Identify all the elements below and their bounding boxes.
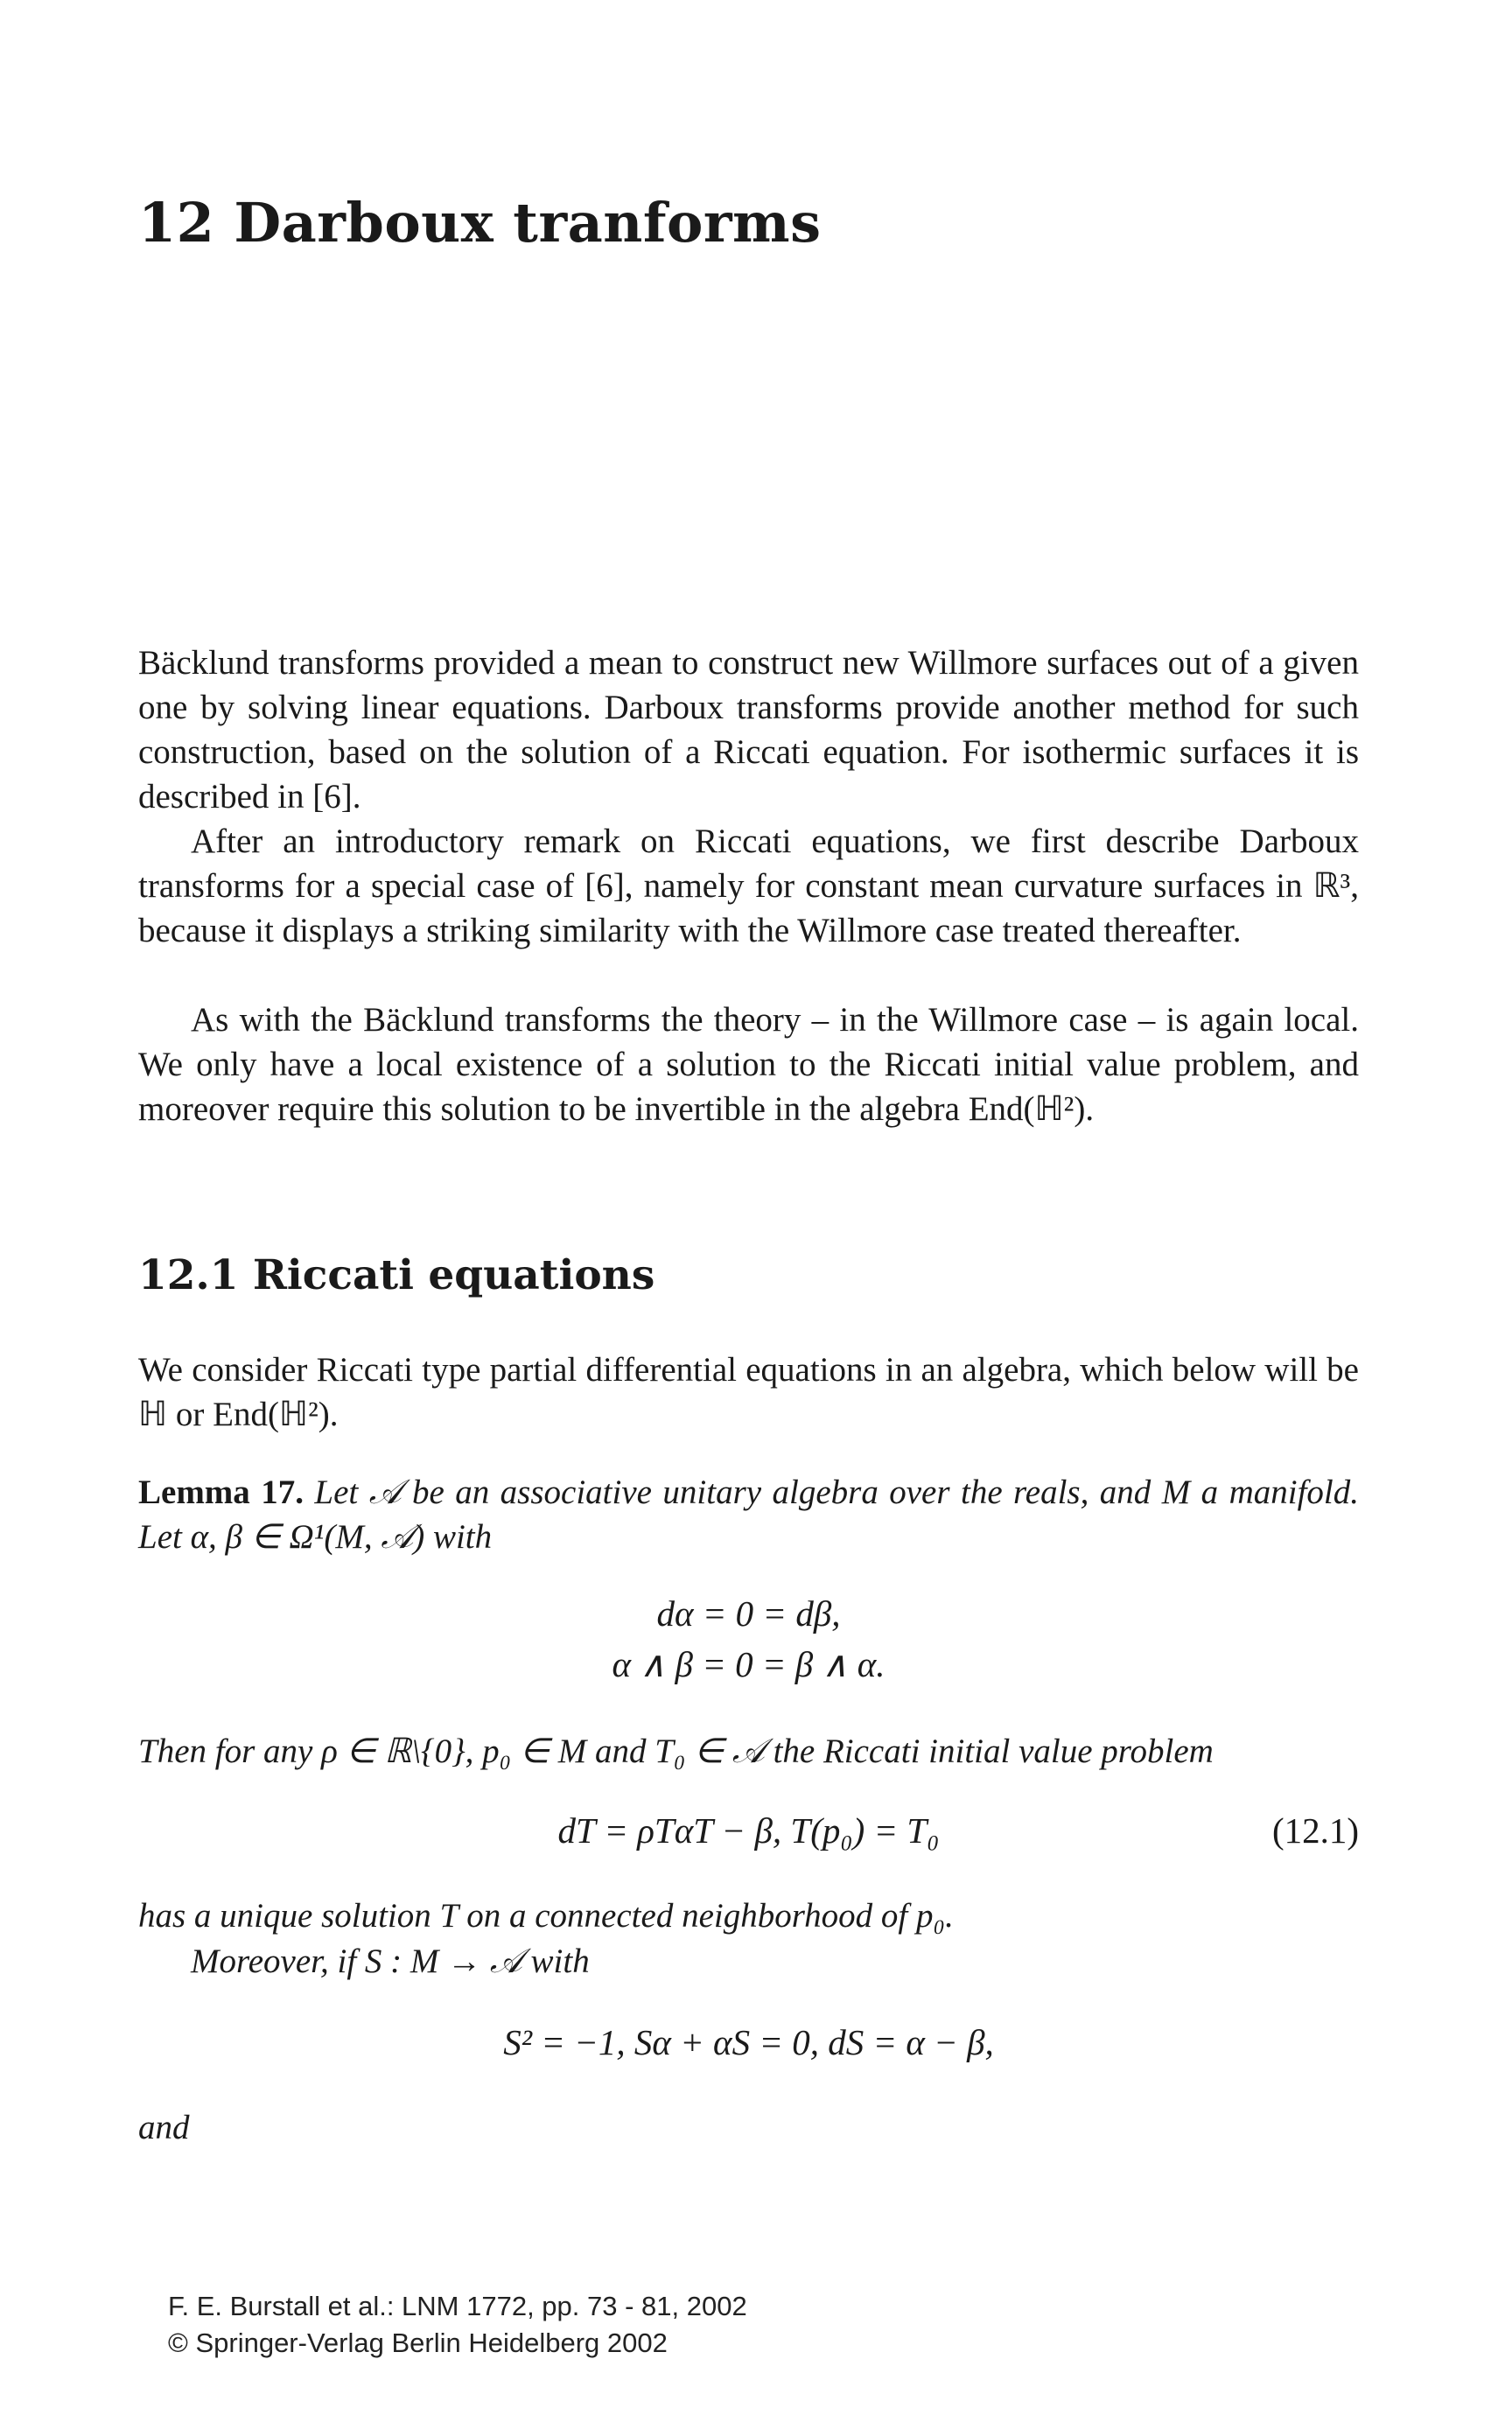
footer-copyright: © Springer-Verlag Berlin Heidelberg 2002 [168, 2328, 668, 2358]
lemma-text: Let 𝒜 be an associative unitary algebra over the reals, and M a manifold. Let α, β ∈ Ω¹(M, 𝒜) with [138, 1474, 1359, 1556]
equation-wedge: α ∧ β = 0 = β ∧ α. [612, 1644, 886, 1684]
lemma-statement [138, 1470, 1359, 1559]
chapter-title: 12 Darboux tranforms [138, 191, 822, 255]
equation-s: S² = −1, Sα + αS = 0, dS = α − β, [503, 2022, 994, 2062]
section-paragraph: We consider Riccati type partial differential equations in an algebra, which below will be ℍ or End(ℍ²). [138, 1351, 1359, 1433]
intro-paragraph-3: As with the Bäcklund transforms the theory – in the Willmore case – is again local. We only have a local existence of a solution to the Riccati initial value problem, and moreover require this solution to be invertible in the algebra End(ℍ²). [138, 1001, 1359, 1128]
lemma-and: and [138, 2109, 190, 2146]
intro-paragraph-1: Bäcklund transforms provided a mean to construct new Willmore surfaces out of a given one by solving linear equations. Darboux transforms provide another method for such construction, based on the solution of a Riccati equation. For isothermic surfaces it is described in [6]. [138, 644, 1359, 816]
lemma-label: Lemma 17. [138, 1474, 304, 1511]
intro-paragraph-2: After an introductory remark on Riccati equations, we first describe Darboux transforms for a special case of [6], namely for constant mean curvature surfaces in ℝ³, because it displays a striking similarity with the Willmore case treated thereafter. [138, 822, 1359, 949]
lemma-moreover: Moreover, if S : M → 𝒜 with [191, 1942, 590, 1980]
lemma-unique: has a unique solution T on a connected neighborhood of p₀. [138, 1897, 954, 1935]
footer-citation: F. E. Burstall et al.: LNM 1772, pp. 73 - 81, 2002 [168, 2291, 747, 2321]
lemma-then: Then for any ρ ∈ ℝ\{0}, p₀ ∈ M and T₀ ∈ 𝒜 the Riccati initial value problem [138, 1732, 1214, 1770]
section-title: 12.1 Riccati equations [138, 1251, 655, 1299]
equation-riccati-body: dT = ρTαT − β, T(p₀) = T₀ [557, 1810, 940, 1851]
equation-closed: dα = 0 = dβ, [656, 1593, 841, 1634]
equation-number: (12.1) [1271, 1810, 1359, 1851]
equation-riccati [138, 1810, 1359, 1852]
